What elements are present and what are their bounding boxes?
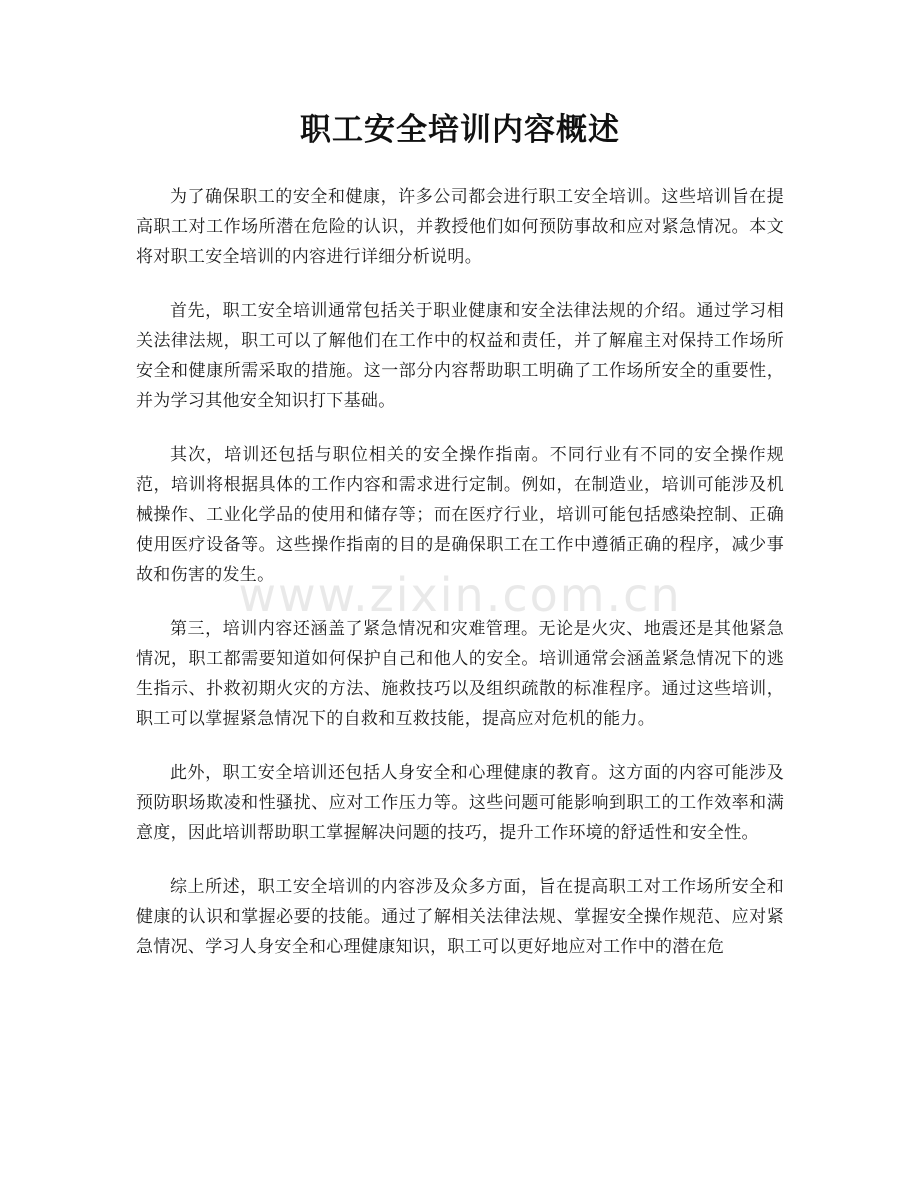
paragraph-summary: 综上所述，职工安全培训的内容涉及众多方面，旨在提高职工对工作场所安全和健康的认识和掌握必要的技能。通过了解相关法律法规、掌握安全操作规范、应对紧急情况、学习人身安全和心理健康知识，职工可以更好地应对工作中的潜在危	[136, 877, 784, 957]
paragraph-laws: 首先，职工安全培训通常包括关于职业健康和安全法律法规的介绍。通过学习相关法律法规，职工可以了解他们在工作中的权益和责任，并了解雇主对保持工作场所安全和健康所需采取的措施。这一部分内容帮助职工明确了工作场所安全的重要性，并为学习其他安全知识打下基础。	[136, 301, 784, 411]
paragraph-personal-safety: 此外，职工安全培训还包括人身安全和心理健康的教育。这方面的内容可能涉及预防职场欺凌和性骚扰、应对工作压力等。这些问题可能影响到职工的工作效率和满意度，因此培训帮助职工掌握解决问题的技巧，提升工作环境的舒适性和安全性。	[136, 763, 784, 843]
paragraph-intro: 为了确保职工的安全和健康，许多公司都会进行职工安全培训。这些培训旨在提高职工对工作场所潜在危险的认识，并教授他们如何预防事故和应对紧急情况。本文将对职工安全培训的内容进行详细分析说明。	[136, 187, 784, 267]
paragraph-operation-guides: 其次，培训还包括与职位相关的安全操作指南。不同行业有不同的安全操作规范，培训将根据具体的工作内容和需求进行定制。例如，在制造业，培训可能涉及机械操作、工业化学品的使用和储存等；而在医疗行业，培训可能包括感染控制、正确使用医疗设备等。这些操作指南的目的是确保职工在工作中遵循正确的程序，减少事故和伤害的发生。	[136, 445, 784, 585]
document-title: 职工安全培训内容概述	[300, 112, 620, 148]
paragraph-emergency: 第三，培训内容还涵盖了紧急情况和灾难管理。无论是火灾、地震还是其他紧急情况，职工都需要知道如何保护自己和他人的安全。培训通常会涵盖紧急情况下的逃生指示、扑救初期火灾的方法、施救技巧以及组织疏散的标准程序。通过这些培训，职工可以掌握紧急情况下的自救和互救技能，提高应对危机的能力。	[136, 619, 784, 729]
watermark: www.zixin.com.cn	[238, 568, 682, 622]
